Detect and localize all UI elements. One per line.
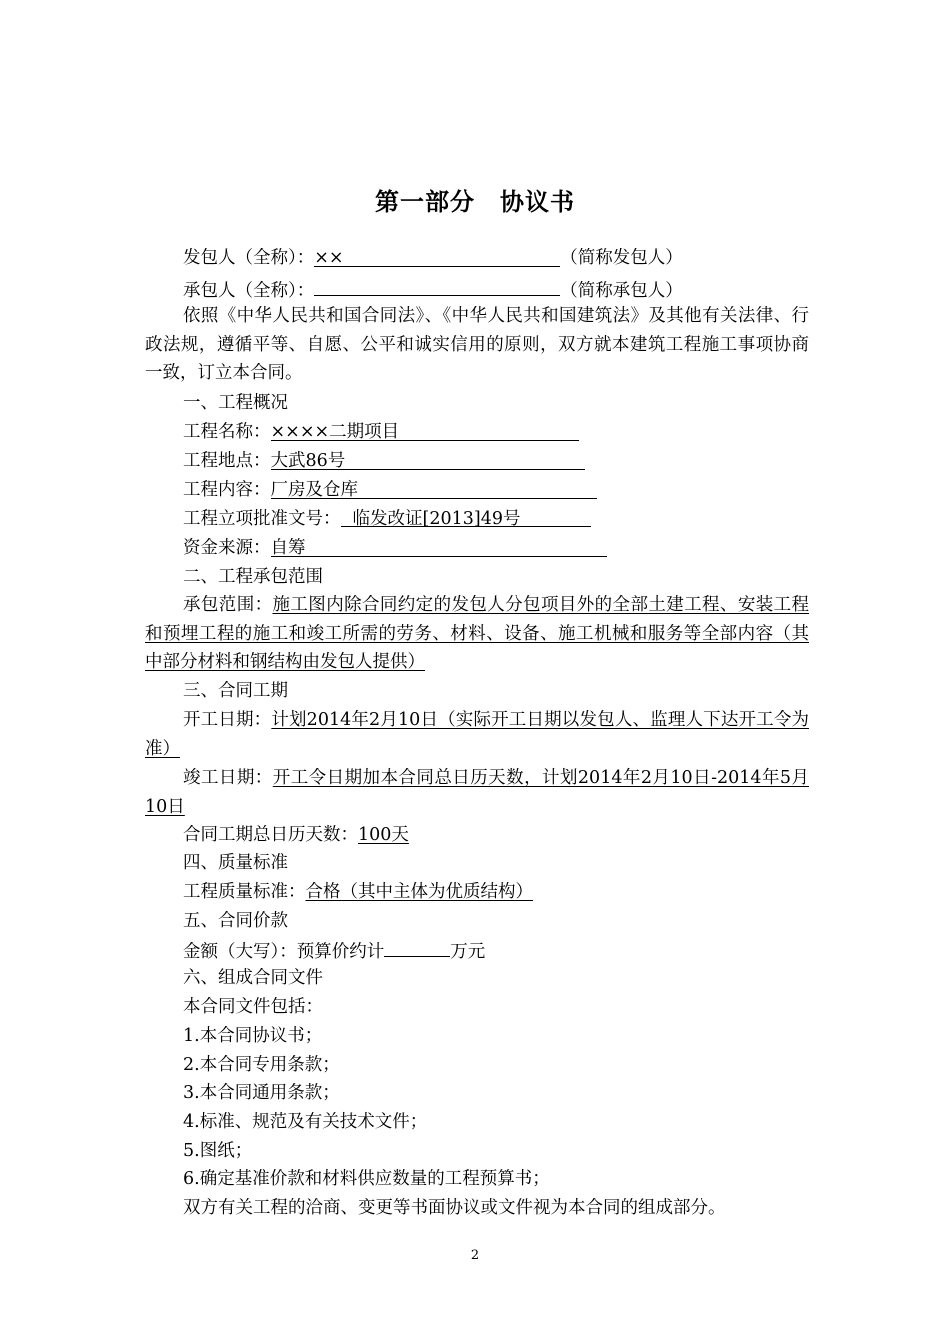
amount-label: 金额（大写）：预算价约计 <box>183 942 385 962</box>
approval-number-line <box>183 505 591 533</box>
document-item: 6.确定基准价款和材料供应数量的工程预算书； <box>183 1169 550 1189</box>
start-date-value: 计划2014年2月10日（实际开工日期以发包人、监理人下达开工令为准） <box>145 710 809 759</box>
contractor-label: 承包人（全称）： <box>183 281 315 301</box>
contractor-value-field <box>314 273 560 296</box>
project-content-value: 厂房及仓库 <box>270 480 358 500</box>
project-site-field <box>271 447 585 470</box>
scope-label: 承包范围： <box>183 595 273 615</box>
employer-value-field <box>314 244 560 267</box>
section-6-heading: 六、组成合同文件 <box>183 968 323 988</box>
document-item: 2.本合同专用条款； <box>183 1055 340 1075</box>
contractor-suffix: （简称承包人） <box>560 281 683 301</box>
documents-lead: 本合同文件包括： <box>183 997 323 1017</box>
start-date-label: 开工日期： <box>183 710 272 730</box>
employer-label: 发包人（全称）： <box>183 248 315 268</box>
end-date-label: 竣工日期： <box>183 768 273 788</box>
quality-label: 工程质量标准： <box>183 882 306 902</box>
project-content-label: 工程内容： <box>183 480 271 500</box>
project-site-value: 大武86号 <box>270 451 346 471</box>
employer-line <box>183 244 683 272</box>
quality-line <box>183 878 533 906</box>
amount-blank <box>384 936 450 957</box>
amount-unit: 万元 <box>450 942 486 962</box>
contractor-line <box>183 273 683 301</box>
project-name-value: ××××二期项目 <box>270 422 400 442</box>
project-site-line <box>183 447 585 475</box>
total-days-line <box>183 821 409 849</box>
project-name-line <box>183 418 579 446</box>
fund-source-line <box>183 534 607 562</box>
fund-source-value: 自筹 <box>270 538 306 558</box>
fund-source-label: 资金来源： <box>183 538 271 558</box>
start-date-paragraph <box>145 706 809 763</box>
page-title: 第一部分 协议书 <box>375 187 575 216</box>
quality-value: 合格（其中主体为优质结构） <box>305 882 533 902</box>
project-name-field <box>271 418 579 441</box>
end-date-value: 开工令日期加本合同总日历天数，计划2014年2月10日-2014年5月10日 <box>145 768 810 817</box>
document-item: 3.本合同通用条款； <box>183 1083 340 1103</box>
project-site-label: 工程地点： <box>183 451 271 471</box>
approval-number-label: 工程立项批准文号： <box>183 509 341 529</box>
end-date-paragraph <box>145 764 809 821</box>
section-1-heading: 一、工程概况 <box>183 393 288 413</box>
section-3-heading: 三、合同工期 <box>183 681 288 701</box>
fund-source-field <box>271 534 607 557</box>
approval-number-value: 临发改证[2013]49号 <box>352 509 521 529</box>
document-item: 5.图纸； <box>183 1141 253 1161</box>
page-number: 2 <box>470 1248 480 1263</box>
section-4-heading: 四、质量标准 <box>183 853 288 873</box>
scope-paragraph <box>145 591 809 677</box>
section-5-heading: 五、合同价款 <box>183 911 288 931</box>
project-content-field <box>271 476 597 499</box>
document-item: 1.本合同协议书； <box>183 1026 323 1046</box>
employer-value: ×× <box>314 248 344 268</box>
section-2-heading: 二、工程承包范围 <box>183 567 323 587</box>
scope-value: 施工图内除合同约定的发包人分包项目外的全部土建工程、安装工程和预埋工程的施工和竣工所需的劳务、材料、设备、施工机械和服务等全部内容（其中部分材料和钢结构由发包人提供） <box>145 595 810 673</box>
employer-suffix: （简称发包人） <box>560 248 683 268</box>
documents-closing: 双方有关工程的洽商、变更等书面协议或文件视为本合同的组成部分。 <box>183 1198 726 1218</box>
total-days-value: 100天 <box>358 825 409 845</box>
approval-number-field <box>341 505 591 527</box>
intro-paragraph: 依照《中华人民共和国合同法》、《中华人民共和国建筑法》及其他有关法律、行政法规，遵循平等、自愿、公平和诚实信用的原则，双方就本建筑工程施工事项协商一致，订立本合同。 <box>145 306 809 384</box>
document-item: 4.标准、规范及有关技术文件； <box>183 1112 428 1132</box>
total-days-label: 合同工期总日历天数： <box>183 825 358 845</box>
project-name-label: 工程名称： <box>183 422 271 442</box>
project-content-line <box>183 476 597 504</box>
amount-line <box>183 936 485 964</box>
